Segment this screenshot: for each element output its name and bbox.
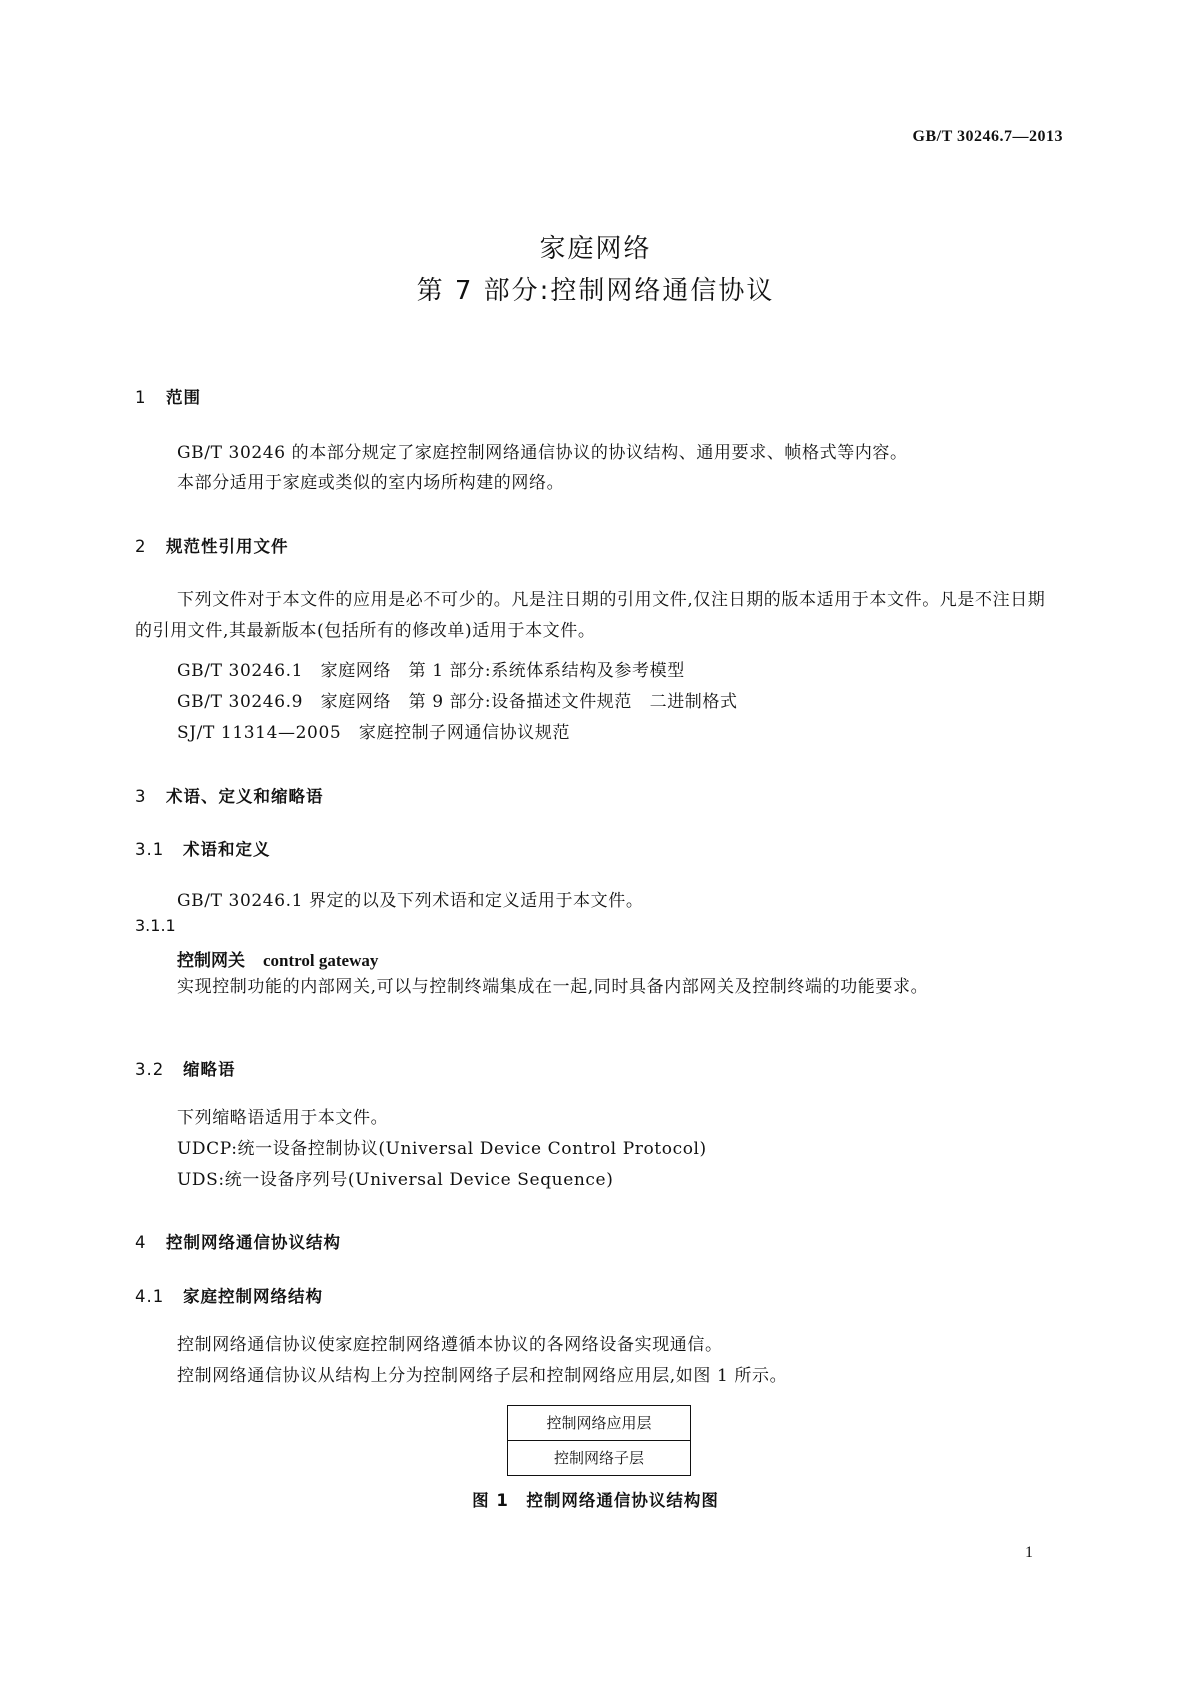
paragraph: 控制网络通信协议从结构上分为控制网络子层和控制网络应用层,如图 1 所示。 [177,1366,788,1386]
section-number: 3.2 [135,1060,165,1079]
paragraph: GB/T 30246 的本部分规定了家庭控制网络通信协议的协议结构、通用要求、帧格式等内容。 [177,443,908,463]
section-title: 术语、定义和缩略语 [166,787,324,806]
term-entry [177,946,378,971]
section-number: 4.1 [135,1287,165,1306]
section-title: 范围 [166,388,201,407]
standard-code: GB/T 30246.7—2013 [912,128,1063,145]
section-number: 4 [135,1233,147,1252]
term-number: 3.1.1 [135,916,176,935]
section-title: 术语和定义 [183,840,271,859]
section-number: 3.1 [135,840,165,859]
section-2-heading [135,533,289,557]
paragraph: 控制网络通信协议使家庭控制网络遵循本协议的各网络设备实现通信。 [177,1335,723,1355]
term-chinese: 控制网关 [177,951,245,971]
section-number: 2 [135,537,147,556]
section-1-heading [135,384,201,408]
paragraph: 本部分适用于家庭或类似的室内场所构建的网络。 [177,473,565,493]
document-title: 家庭网络 [539,234,652,264]
abbreviation-item: UDS:统一设备序列号(Universal Device Sequence) [177,1170,614,1190]
term-english: control gateway [263,951,379,970]
paragraph: 下列缩略语适用于本文件。 [177,1108,389,1128]
section-4-1-heading [135,1283,323,1307]
section-title: 家庭控制网络结构 [183,1287,323,1306]
document-subtitle: 第 7 部分:控制网络通信协议 [416,276,775,306]
diagram-layer-subnet: 控制网络子层 [508,1440,690,1475]
reference-item: GB/T 30246.1 家庭网络 第 1 部分:系统体系结构及参考模型 [177,661,685,681]
diagram-layer-application: 控制网络应用层 [546,1414,652,1432]
section-title: 控制网络通信协议结构 [166,1233,341,1252]
page-number: 1 [1025,1544,1033,1561]
section-3-heading [135,783,324,807]
section-number: 1 [135,388,147,407]
reference-item: GB/T 30246.9 家庭网络 第 9 部分:设备描述文件规范 二进制格式 [177,692,738,712]
paragraph: 下列文件对于本文件的应用是必不可少的。凡是注日期的引用文件,仅注日期的版本适用于本文件。凡是不注日期的引用文件,其最新版本(包括所有的修改单)适用于本文件。 [135,590,1046,641]
paragraph: GB/T 30246.1 界定的以及下列术语和定义适用于本文件。 [177,891,644,911]
protocol-structure-diagram [507,1405,691,1476]
reference-item: SJ/T 11314—2005 家庭控制子网通信协议规范 [177,723,571,743]
section-4-heading [135,1229,341,1253]
section-3-2-heading [135,1056,236,1080]
abbreviation-item: UDCP:统一设备控制协议(Universal Device Control Protocol) [177,1139,707,1159]
section-3-1-heading [135,836,271,860]
section-title: 规范性引用文件 [166,537,289,556]
term-definition: 实现控制功能的内部网关,可以与控制终端集成在一起,同时具备内部网关及控制终端的功能要求。 [177,977,929,997]
section-number: 3 [135,787,147,806]
figure-caption: 图 1 控制网络通信协议结构图 [472,1491,719,1510]
section-title: 缩略语 [183,1060,236,1079]
